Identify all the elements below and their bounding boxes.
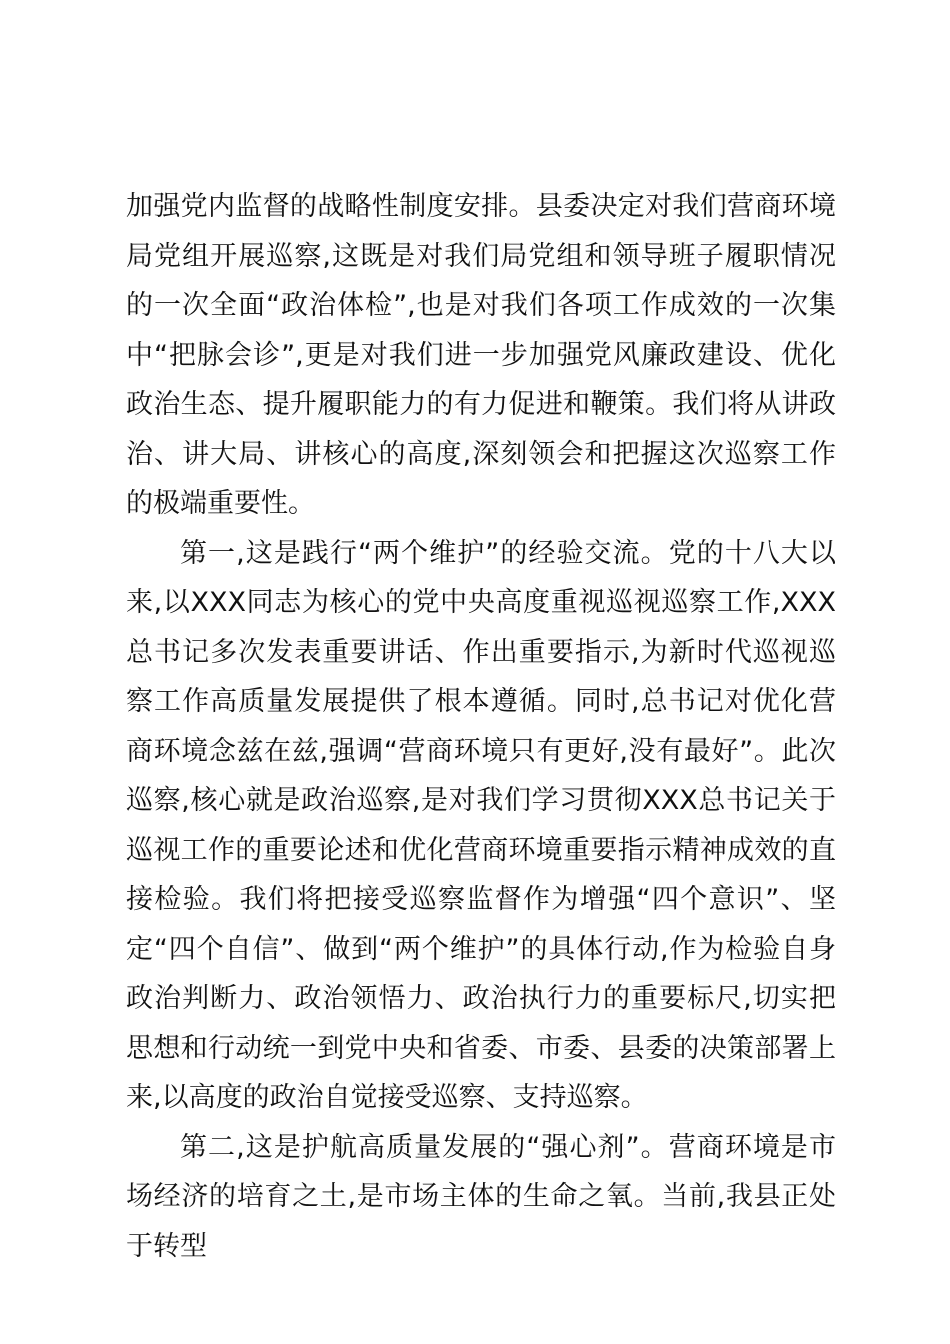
- document-body: [126, 182, 836, 1271]
- paragraph-continuation: 加强党内监督的战略性制度安排。县委决定对我们营商环境局党组开展巡察,这既是对我们局党组和领导班子履职情况的一次全面“政治体检”,也是对我们各项工作成效的一次集中“把脉会诊”,更是对我们进一步加强党风廉政建设、优化政治生态、提升履职能力的有力促进和鞭策。我们将从讲政治、讲大局、讲核心的高度,深刻领会和把握这次巡察工作的极端重要性。: [126, 191, 836, 519]
- paragraph-second-point: 第二,这是护航高质量发展的“强心剂”。营商环境是市场经济的培育之土,是市场主体的生命之氧。当前,我县正处于转型: [126, 1131, 836, 1262]
- paragraph-first-point: 第一,这是践行“两个维护”的经验交流。党的十八大以来,以XXX同志为核心的党中央高度重视巡视巡察工作,XXX总书记多次发表重要讲话、作出重要指示,为新时代巡视巡察工作高质量发展提供了根本遵循。同时,总书记对优化营商环境念兹在兹,强调“营商环境只有更好,没有最好”。此次巡察,核心就是政治巡察,是对我们学习贯彻XXX总书记关于巡视工作的重要论述和优化营商环境重要指示精神成效的直接检验。我们将把接受巡察监督作为增强“四个意识”、坚定“四个自信”、做到“两个维护”的具体行动,作为检验自身政治判断力、政治领悟力、政治执行力的重要标尺,切实把思想和行动统一到党中央和省委、市委、县委的决策部署上来,以高度的政治自觉接受巡察、支持巡察。: [126, 537, 836, 1113]
